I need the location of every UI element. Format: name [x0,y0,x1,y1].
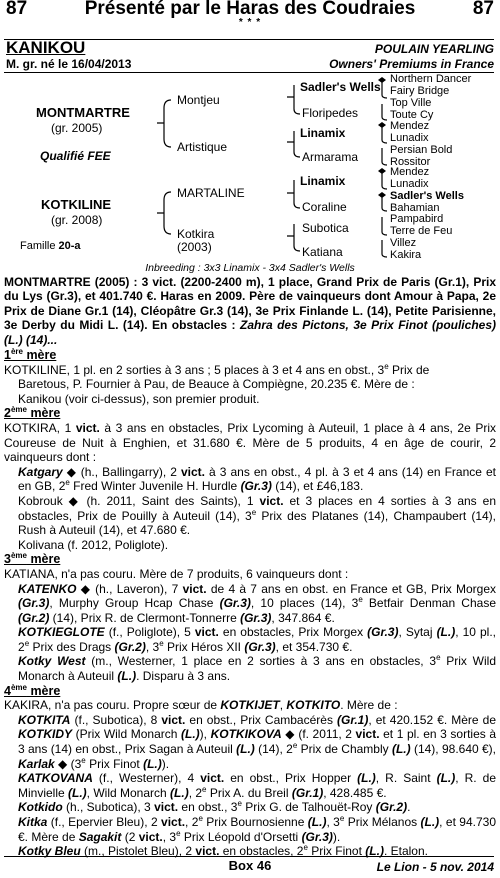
dam-info: (gr. 2008) [51,213,103,227]
lot-number: 87 [6,0,28,19]
gen4-4: Toute Cy [390,109,434,121]
horse-category: POULAIN YEARLING [374,42,494,56]
gen4-6: Lunadix [390,132,429,144]
dam-family: Famille 20-a [20,240,81,252]
gen4-15: Villez [390,237,417,249]
gen4-1: Northern Dancer [390,73,472,85]
gen3-1: Sadler's Wells [300,80,381,94]
gen3-6: Coraline [302,200,347,214]
sire-record: MONTMARTRE (2005) : 3 vict. (2200-2400 m), 1 place, Grand Prix de Paris (Gr.1), Prix du Lys (Gr.3), et 401.740 €. Haras en 2009. Père de vainqueurs dont Amour à Papa, 2e Prix de Diane Gr.1 (14), Cléopâtre Gr.3 (14), 3e Prix Finlande L. (14), Petite Parisienne, 3e Derby du Midi L. (14). En obstacles : Zahra des Pictons, 3e Prix Finot (pouliches) (L.) (14)... [4,275,496,347]
gen2-dam-dam-year: (2003) [177,240,212,254]
gen4-12: Bahamian [390,202,440,214]
dam-name: KOTKILINE [41,197,112,212]
gen2-sire-sire: Montjeu [177,93,220,107]
gen4-7: Persian Bold [390,144,453,156]
gen4-5: Mendez [390,120,430,132]
family-text: 1ère mère KOTKILINE, 1 pl. en 2 sorties à 3 ans ; 5 places à 3 et 4 ans en obst., 3e Prix de Baretous, P. Fournier à Pau, de Beauce à Compiègne, 20.235 €. Mère de : Kanikou (voir ci-dessus), son premier produit. 2ème mère KOTKIRA, 1 vict. à 3 ans en obstacles, Prix Lycoming à Auteuil, 1 place à 4 ans, 2e Prix Coureuse de Nuit à Enghien, et 31.680 €. Mère de 5 produits, 4 en âge de courir, 2 vainqueurs dont : Katgary ◆ (h., Ballingarry), 2 vict. à 3 ans en obst., 4 pl. à 3 et 4 ans (14) en France et en GB, 2e Fred Winter Juvenile H. Hurdle (Gr.3) (14), et £46,183. Kobrouk ◆ (h. 2011, Saint des Saints), 1 vict. et 3 places en 4 sorties à 3 ans en obstacles, Prix de Pouilly à Auteuil (14), 3e Prix des Platanes (14), Champaubert (14), Rush à Auteuil (14), et 47.680 €. Kolivana (f. 2012, Poliglote). 3ème mère KATIANA, n'a pas couru. Mère de 7 produits, 6 vainqueurs dont : KATENKO ◆ (h., Laveron), 7 vict. de 4 à 7 ans en obst. en France et GB, Prix Morgex (Gr.3), Murphy Group Hcap Chase (Gr.3), 10 places (14), 3e Betfair Denman Chase (Gr.2) (14), Prix R. de Clermont-Tonnerre (Gr.3), 347.864 €. KOTKIEGLOTE (f., Poliglote), 5 vict. en obstacles, Prix Morgex (Gr.3), Sytaj (L.), 10 pl., 2e Prix des Drags (Gr.2), 3e Prix Héros XII (Gr.3), et 354.730 €. Kotky West (m., Westerner, 1 place en 2 sorties à 3 ans en obstacles, 3e Prix Wild Monarch à Auteuil (L.). Disparu à 3 ans. 4ème mère KAKIRA, n'a pas couru. Propre sœur de KOTKIJET, KOTKITO. Mère de : KOTKITA (f., Subotica), 8 vict. en obst., Prix Cambacérès (Gr.1), et 420.152 €. Mère de KOTKIDY (Prix Wild Monarch (L.)), KOTKIKOVA ◆ (f. 2011, 2 vict. et 1 pl. en 3 sorties à 3 ans (14) en obst., Prix Sagan à Auteuil (L.) (14), 2e Prix de Chambly (L.) (14), 98.640 €), Karlak ◆ (3e Prix Finot (L.)). KATKOVANA (f., Westerner), 4 vict. en obst., Prix Hopper (L.), R. Saint (L.), R. de Minvielle (L.), Wild Monarch (L.), 2e Prix A. du Breil (Gr.1), 428.485 €. Kotkido (h., Subotica), 3 vict. en obst., 3e Prix G. de Talhouët-Roy (Gr.2). Kitka (f., Epervier Bleu), 2 vict., 2e Prix Bournosienne (L.), 3e Prix Mélanos (L.), et 94.730 €. Mère de Sagakit (2 vict., 3e Prix Léopold d'Orsetti (Gr.3)). Kotky Bleu (m., Pistolet Bleu), 2 vict. en obstacles, 2e Prix Finot (L.). Etalon. [4,346,497,859]
sale-info: Le Lion - 5 nov. 2014 [376,860,494,874]
section-second-dam: 2ème mère [4,405,61,421]
consignor-title: Présenté par le Haras des Coudraies [84,0,416,19]
premiums-label: Owners' Premiums in France [329,57,494,71]
gen2-dam-dam: Kotkira [177,227,215,241]
gen2-dam-sire: MARTALINE [177,186,245,200]
horse-birth: M. gr. né le 16/04/2013 [6,57,132,71]
gen4-11: Sadler's Wells [390,190,464,202]
gen4-14: Terre de Feu [390,225,453,237]
gen3-4: Armarama [302,150,359,164]
sire-name: MONTMARTRE [36,105,130,120]
gen4-9: Mendez [390,166,430,178]
sire-note: Qualifié FEE [40,149,111,163]
gen2-sire-dam: Artistique [177,140,228,154]
lot-number-right: 87 [472,0,494,19]
sire-info: (gr. 2005) [51,121,103,135]
gen3-3: Linamix [300,126,346,140]
gen3-5: Linamix [300,174,346,188]
section-fourth-dam: 4ème mère [4,682,61,698]
horse-name: KANIKOU [6,38,86,57]
gen4-3: Top Ville [390,97,432,109]
gen3-8: Katiana [302,245,343,259]
gen4-10: Lunadix [390,178,429,190]
section-third-dam: 3ème mère [4,551,61,567]
gen4-8: Rossitor [390,156,431,168]
ornament-stars: * * * [238,17,262,28]
box-number: Box 46 [228,858,272,873]
section-first-dam: 1ère mère [4,346,57,362]
inbreeding-note: Inbreeding : 3x3 Linamix - 3x4 Sadler's Wells [145,262,355,274]
gen4-16: Kakira [390,249,422,261]
gen3-2: Floripedes [302,106,359,120]
gen3-7: Subotica [302,221,349,235]
gen4-13: Pampabird [390,213,444,225]
footer-divider [4,856,494,857]
gen4-2: Fairy Bridge [390,85,450,97]
